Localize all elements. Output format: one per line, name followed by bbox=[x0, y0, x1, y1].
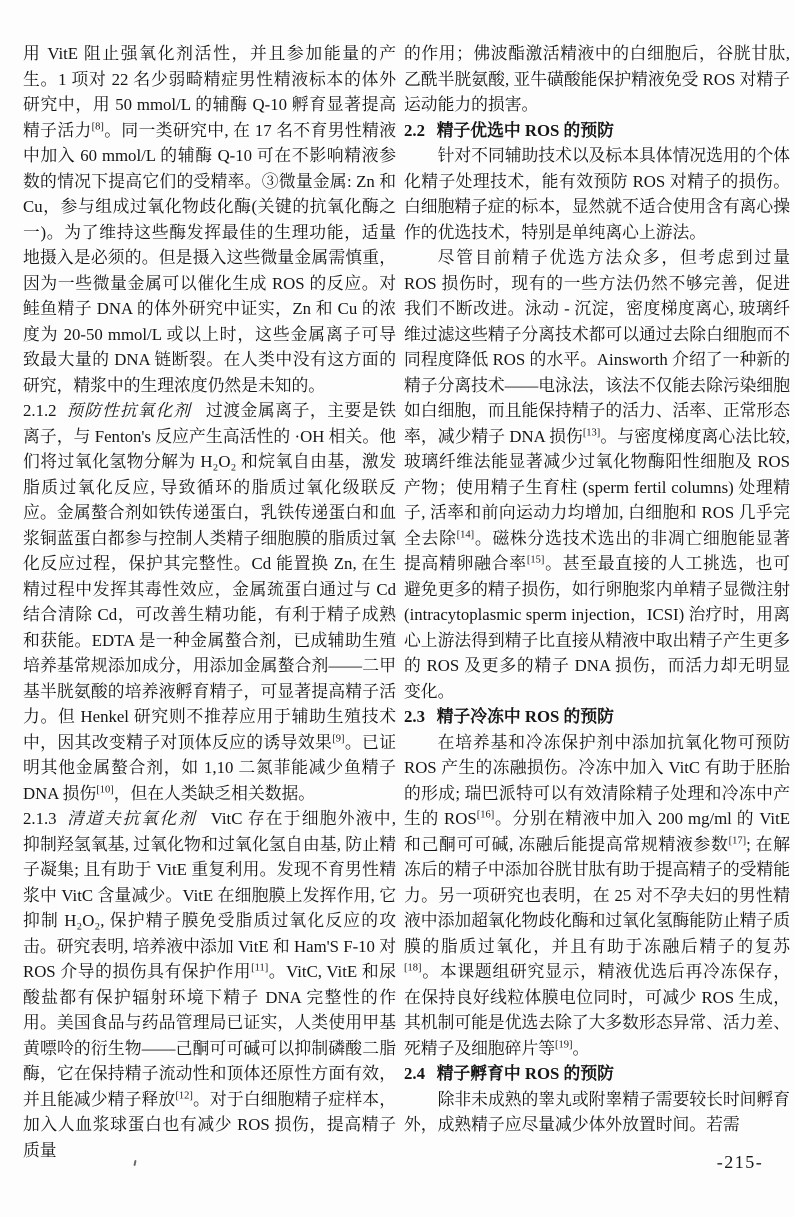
section-title: 精子孵育中 ROS 的预防 bbox=[436, 1064, 614, 1083]
section-heading bbox=[404, 118, 790, 144]
subsection-title: 清道夫抗氧化剂 bbox=[65, 809, 197, 828]
citation-marker: [13] bbox=[582, 426, 601, 438]
page-number: -215- bbox=[716, 1152, 764, 1172]
citation-marker: [18] bbox=[404, 962, 422, 974]
citation-marker: [16] bbox=[476, 809, 495, 821]
paragraph: 用 VitE 阻止强氧化剂活性，并且参加能量的产生。1 项对 22 名少弱畸精症男性精液标本的体外研究中，用 50 mmol/L 的辅酶 Q-10 孵育显著提高精子活力[8]。同一类研究中, 在 17 名不育男性精液中加入 60 mmol/L 的辅酶 Q-10 可在不影响精液参数的情况下提高它们的受精率。③微量金属: Zn 和 Cu，参与组成过氧化物歧化酶(关键的抗氧化酶之一)。为了维持这些酶发挥最佳的生理功能，适量地摄入是必须的。但是摄入这些微量金属需慎重，因为一些微量金属可以催化生成 ROS 的反应。对鲑鱼精子 DNA 的体外研究中证实，Zn 和 Cu 的浓度为 20-50 mmol/L 或以上时，这些金属离子可导致最大量的 DNA 链断裂。在人类中没有这方面的研究，精浆中的生理浓度仍然是未知的。 bbox=[23, 44, 396, 395]
citation-marker: [8] bbox=[91, 120, 104, 132]
paragraph-with-subheading: 2.1.3 清道夫抗氧化剂 VitC 存在于细胞外液中, 抑制羟氢氧基, 过氧化物和过氧化氢自由基, 防止精子凝集; 且有助于 VitE 重复利用。发现不育男性精浆中 VitC 含量减少。VitE 在细胞膜上发挥作用, 它抑制 H₂O₂, 保护精子膜免受脂质过氧化反应的攻击。研究表明, 培养液中添加 VitE 和 Ham'S F-10 对 ROS 介导的损伤具有保护作用[11]。VitC, VitE 和尿酸盐都有保护辐射环境下精子 DNA 完整性的作用。美国食品与药品管理局已证实，人类使用甲基黄嘌呤的衍生物——己酮可可碱可以抑制磷酸二脂酶，它在保持精子流动性和顶体还原性方面有效，并且能减少精子释放[12]。对于白细胞精子症样本，加入人血浆球蛋白也有减少 ROS 损伤，提高精子质量 bbox=[23, 809, 396, 1160]
citation-marker: [10] bbox=[96, 783, 114, 795]
paragraph-with-subheading: 2.1.2 预防性抗氧化剂 过渡金属离子，主要是铁离子，与 Fenton's 反应产生高活性的 ·OH 相关。他们将过氧化氢物分解为 H₂O₂ 和烷氧自由基，激发脂质过氧化反应, 导致循环的脂质过氧化级联反应。金属螯合剂如铁传递蛋白，乳铁传递蛋白和血浆铜蓝蛋白都参与控制人类精子细胞膜的脂质过氧化反应过程，保护其完整性。Cd 能置换 Zn, 在生精过程中发挥其毒性效应，金属巯蛋白通过与 Cd 结合清除 Cd，可改善生精功能，有利于精子成熟和获能。EDTA 是一种金属螯合剂，已成辅助生殖培养基常规添加成分，用添加金属螯合剂——二甲基半胱氨酸的培养液孵育精子，可显著提高精子活力。但 Henkel 研究则不推荐应用于辅助生殖技术中，因其改变精子对顶体反应的诱导效果[9]。已证明其他金属螯合剂，如 1,10 二氮菲能减少鱼精子 DNA 损伤[10]，但在人类缺乏相关数据。 bbox=[23, 401, 396, 803]
section-number: 2.4 bbox=[404, 1064, 425, 1083]
section-title: 精子优选中 ROS 的预防 bbox=[436, 120, 614, 140]
citation-marker: [14] bbox=[456, 528, 475, 540]
paragraph: 除非未成熟的睾丸或附睾精子需要较长时间孵育外，成熟精子应尽量减少体外放置时间。若需 bbox=[404, 1089, 791, 1134]
citation-marker: [17] bbox=[728, 834, 747, 846]
citation-marker: [9] bbox=[332, 732, 345, 744]
paragraph: 尽管目前精子优选方法众多，但考虑到过量 ROS 损伤时，现有的一些方法仍然不够完善，促进我们不断改进。泳动 - 沉淀，密度梯度离心, 玻璃纤维过滤这些精子分离技术都可以通过去除白细胞而不同程度降低 ROS 的水平。Ainsworth 介绍了一种新的精子分离技术——电泳法，该法不仅能去除污染细胞如白细胞，而且能保持精子的活力、活率、正常形态率，减少精子 DNA 损伤[13]。与密度梯度离心法比较, 玻璃纤维法能显著减少过氧化物酶阳性细胞及 ROS 产物；使用精子生育柱 (sperm fertil columns) 处理精子, 活率和前向运动力均增加, 白细胞和 ROS 几乎完全去除[14]。磁株分选技术选出的非凋亡细胞能显著提高精卵融合率[15]。甚至最直接的人工挑选，也可避免更多的精子损伤，如行卵胞浆内单精子显微注射 (intracytoplasmic sperm injection，ICSI) 治疗时，用离心上游法得到精子比直接从精液中取出精子产生更多的 ROS 及更多的精子 DNA 损伤，而活力却无明显变化。 bbox=[404, 248, 790, 701]
paragraph: 针对不同辅助技术以及标本具体情况选用的个体化精子处理技术，能有效预防 ROS 对精子的损伤。白细胞精子症的标本，显然就不适合使用含有离心操作的优选技术，特别是单纯离心上游法。 bbox=[404, 146, 791, 242]
paragraph: 在培养基和冷冻保护剂中添加抗氧化物可预防 ROS 产生的冻融损伤。冷冻中加入 VitC 有助于胚胎的形成; 瑞巴派特可以有效清除精子处理和冷冻中产生的 ROS[16]。分别在精液中加入 200 mg/ml 的 VitE 和己酮可可碱, 冻融后能提高常规精液参数[17]; 在解冻后的精子中添加谷胱甘肽有助于提高精子的受精能力。另一项研究也表明，在 25 对不孕夫妇的男性精液中添加超氧化物歧化酶和过氧化氢酶能防止精子质膜的脂质过氧化，并且有助于冻融后精子的复苏[18]。本课题组研究显示，精液优选后再冷冻保存，在保持良好线粒体膜电位同时，可减少 ROS 生成，其机制可能是优选去除了大多数形态异常、活力差、死精子及细胞碎片等[19]。 bbox=[404, 732, 791, 1058]
citation-marker: [15] bbox=[526, 554, 545, 566]
right-column bbox=[404, 41, 790, 1138]
scan-artifact bbox=[133, 1160, 136, 1166]
section-heading bbox=[404, 704, 790, 730]
subsection-number: 2.1.3 bbox=[23, 809, 57, 828]
section-title: 精子冷冻中 ROS 的预防 bbox=[436, 707, 614, 726]
section-number: 2.3 bbox=[404, 707, 425, 726]
section-number: 2.2 bbox=[404, 120, 425, 140]
paragraph: 的作用；佛波酯激活精液中的白细胞后，谷胱甘肽, 乙酰半胱氨酸, 亚牛磺酸能保护精液免受 ROS 对精子运动能力的损害。 bbox=[404, 44, 790, 114]
citation-marker: [12] bbox=[175, 1089, 193, 1101]
section-heading bbox=[404, 1061, 790, 1087]
citation-marker: [11] bbox=[251, 962, 269, 974]
citation-marker: [19] bbox=[555, 1038, 573, 1050]
left-column bbox=[23, 41, 396, 1163]
subsection-title: 预防性抗氧化剂 bbox=[65, 401, 192, 420]
subsection-number: 2.1.2 bbox=[23, 401, 57, 420]
